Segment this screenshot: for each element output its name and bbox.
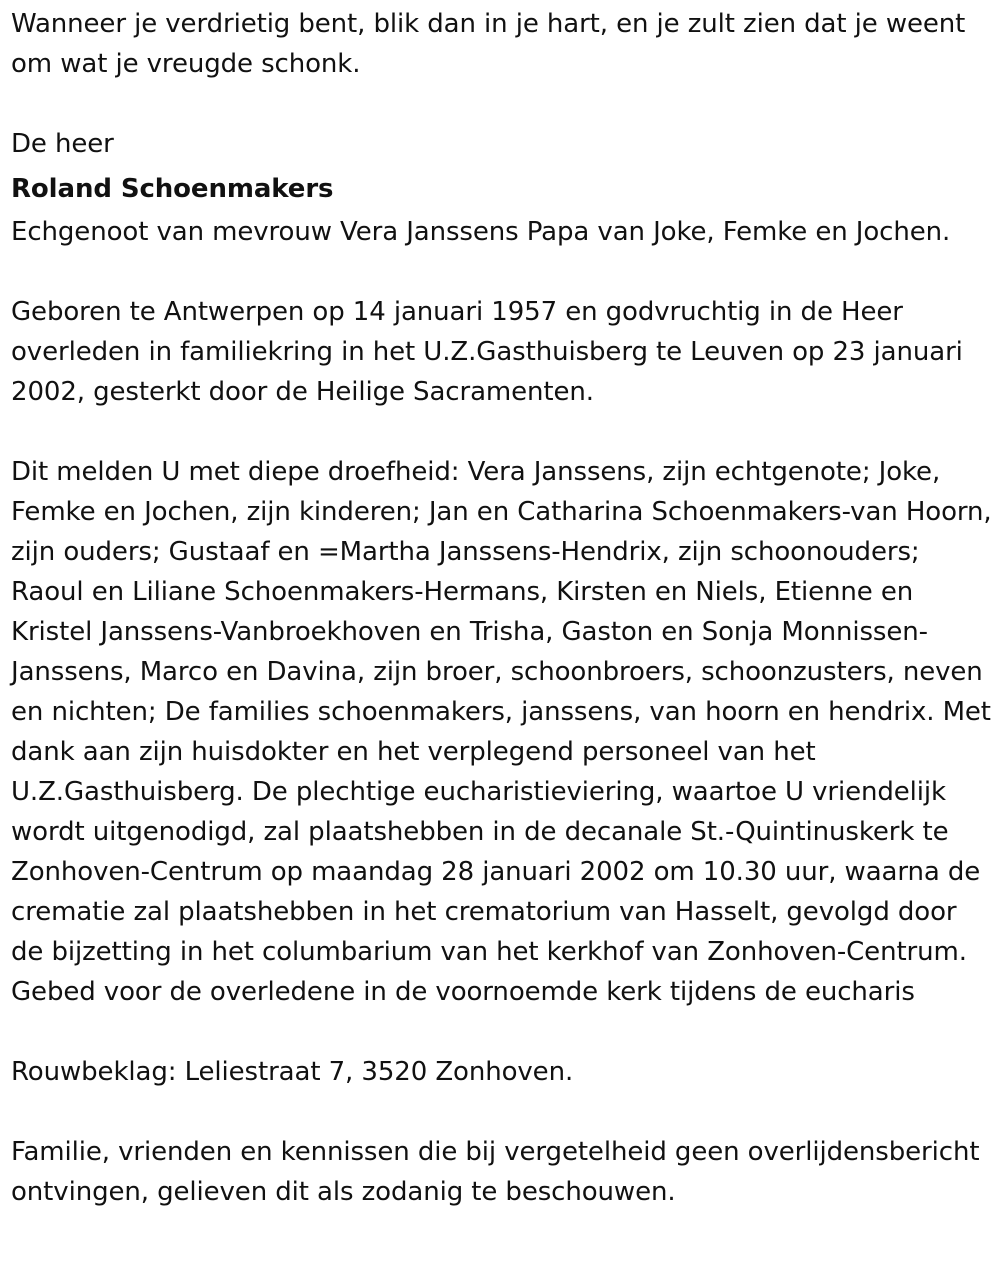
honorific-title: De heer	[11, 129, 114, 159]
obituary-document	[11, 0, 996, 1212]
announcement-paragraph: Dit melden U met diepe droefheid: Vera Janssens, zijn echtgenote; Joke, Femke en Jochen, zijn kinderen; Jan en Catharina Schoenmakers-van Hoorn, zijn ouders; Gustaaf en =Martha Janssens-Hendrix, zijn schoonouders; Raoul en Liliane Schoenmakers-Hermans, Kirsten en Niels, Etienne en Kristel Janssens-Vanbroekhoven en Trisha, Gaston en Sonja Monnissen-Janssens, Marco en Davina, zijn broer, schoonbroers, schoonzusters, neven en nichten; De families schoenmakers, janssens, van hoorn en hendrix. Met dank aan zijn huisdokter en het verplegend personeel van het U.Z.Gasthuisberg. De plechtige eucharistieviering, waartoe U vriendelijk wordt uitgenodigd, zal plaatshebben in de decanale St.-Quintinuskerk te Zonhoven-Centrum op maandag 28 januari 2002 om 10.30 uur, waarna de crematie zal plaatshebben in het crematorium van Hasselt, gevolgd door de bijzetting in het columbarium van het kerkhof van Zonhoven-Centrum. Gebed voor de overledene in de voornoemde kerk tijdens de eucharis	[11, 457, 992, 1007]
deceased-name: Roland Schoenmakers	[11, 174, 334, 204]
closing-note: Familie, vrienden en kennissen die bij vergetelheid geen overlijdensbericht ontvingen, gelieven dit als zodanig te beschouwen.	[11, 1137, 980, 1207]
opening-quote: Wanneer je verdrietig bent, blik dan in je hart, en je zult zien dat je weent om wat je vreugde schonk.	[11, 9, 966, 79]
condolence-address: Rouwbeklag: Leliestraat 7, 3520 Zonhoven.	[11, 1057, 574, 1087]
family-relation: Echgenoot van mevrouw Vera Janssens Papa van Joke, Femke en Jochen.	[11, 217, 951, 247]
birth-death-details: Geboren te Antwerpen op 14 januari 1957 en godvruchtig in de Heer overleden in familiekring in het U.Z.Gasthuisberg te Leuven op 23 januari 2002, gesterkt door de Heilige Sacramenten.	[11, 297, 963, 407]
